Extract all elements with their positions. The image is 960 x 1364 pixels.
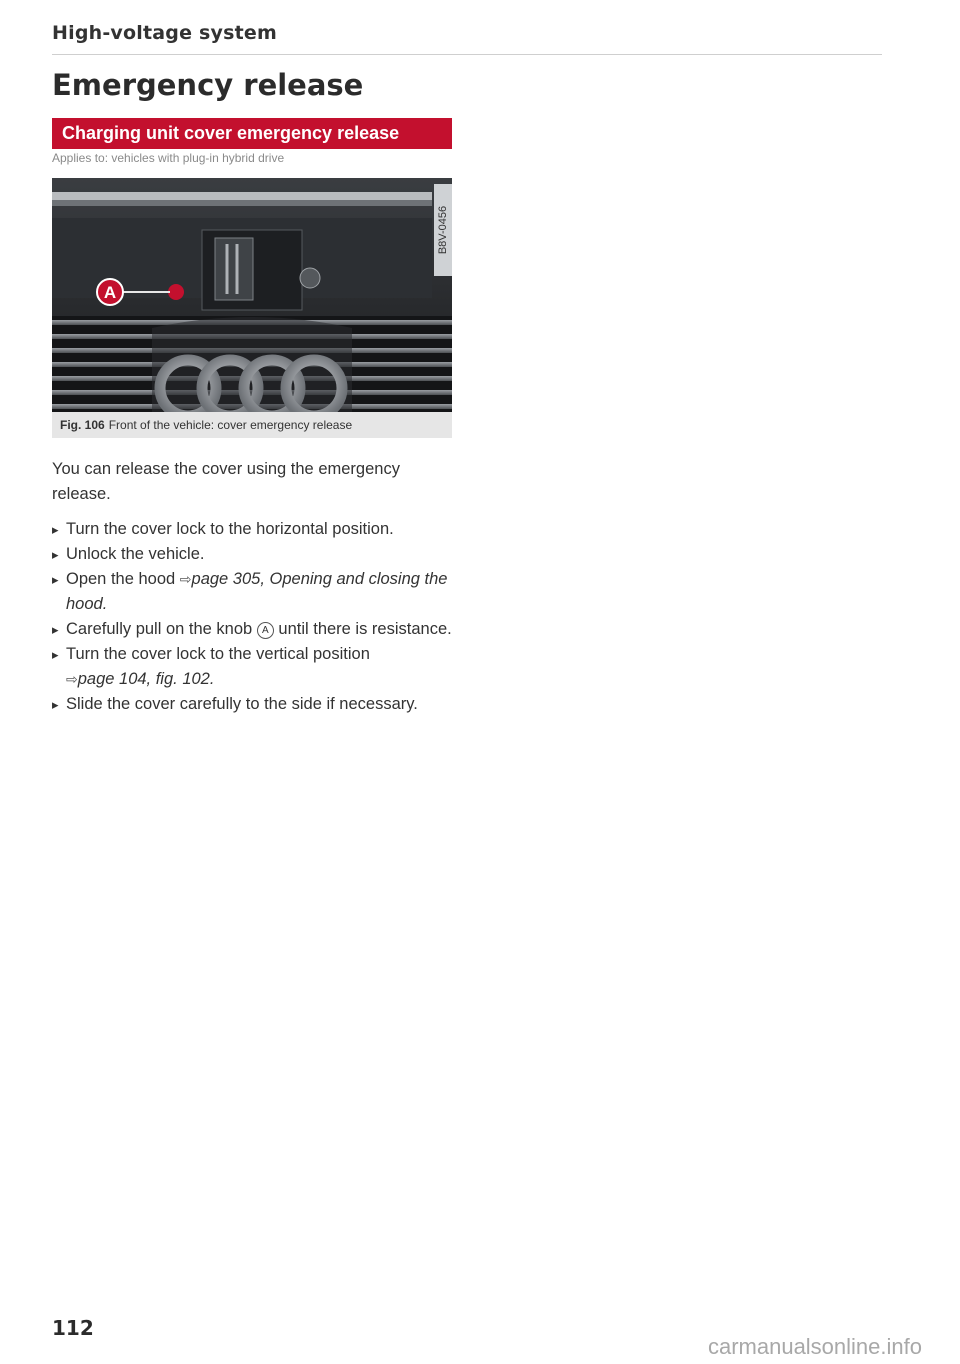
- vehicle-front-illustration: [52, 178, 452, 412]
- knob-a-marker: A: [257, 622, 274, 639]
- figure-caption-text: Front of the vehicle: cover emergency release: [108, 418, 353, 432]
- figure-number: Fig. 106: [60, 418, 105, 432]
- watermark: carmanualsonline.info: [707, 1334, 922, 1359]
- step-item: ▸ Carefully pull on the knob A until there is resistance.: [52, 617, 462, 642]
- page-title: Emergency release: [52, 68, 364, 102]
- figure-vehicle-front: [52, 178, 452, 412]
- reference-arrow-icon: ⇨: [66, 671, 78, 687]
- step-item: ▸ Turn the cover lock to the horizontal position.: [52, 517, 462, 542]
- running-header: [52, 22, 882, 55]
- page-number: 112: [52, 1316, 94, 1340]
- page-reference-link[interactable]: page 104, fig. 102.: [77, 670, 215, 688]
- step-item: ▸ Unlock the vehicle.: [52, 542, 462, 567]
- applies-to-note: Applies to: vehicles with plug-in hybrid drive: [52, 151, 285, 165]
- section-title: High-voltage system: [52, 22, 277, 44]
- callout-a-label: A: [103, 283, 117, 302]
- step-item: ▸ Turn the cover lock to the vertical position ⇨page 104, fig. 102.: [52, 642, 462, 692]
- step-item: ▸ Slide the cover carefully to the side if necessary.: [52, 692, 462, 717]
- step-item: ▸ Open the hood ⇨page 305, Opening and closing the hood.: [52, 567, 462, 617]
- intro-paragraph: You can release the cover using the emergency release.: [52, 460, 400, 503]
- page-reference-link[interactable]: page 305, Opening and closing the hood.: [66, 570, 448, 613]
- figure-code: B8V-0456: [436, 205, 449, 255]
- step-list: [52, 517, 462, 717]
- reference-arrow-icon: ⇨: [179, 571, 192, 587]
- figure-caption: [52, 412, 452, 438]
- subheading-bar: Charging unit cover emergency release: [52, 118, 452, 149]
